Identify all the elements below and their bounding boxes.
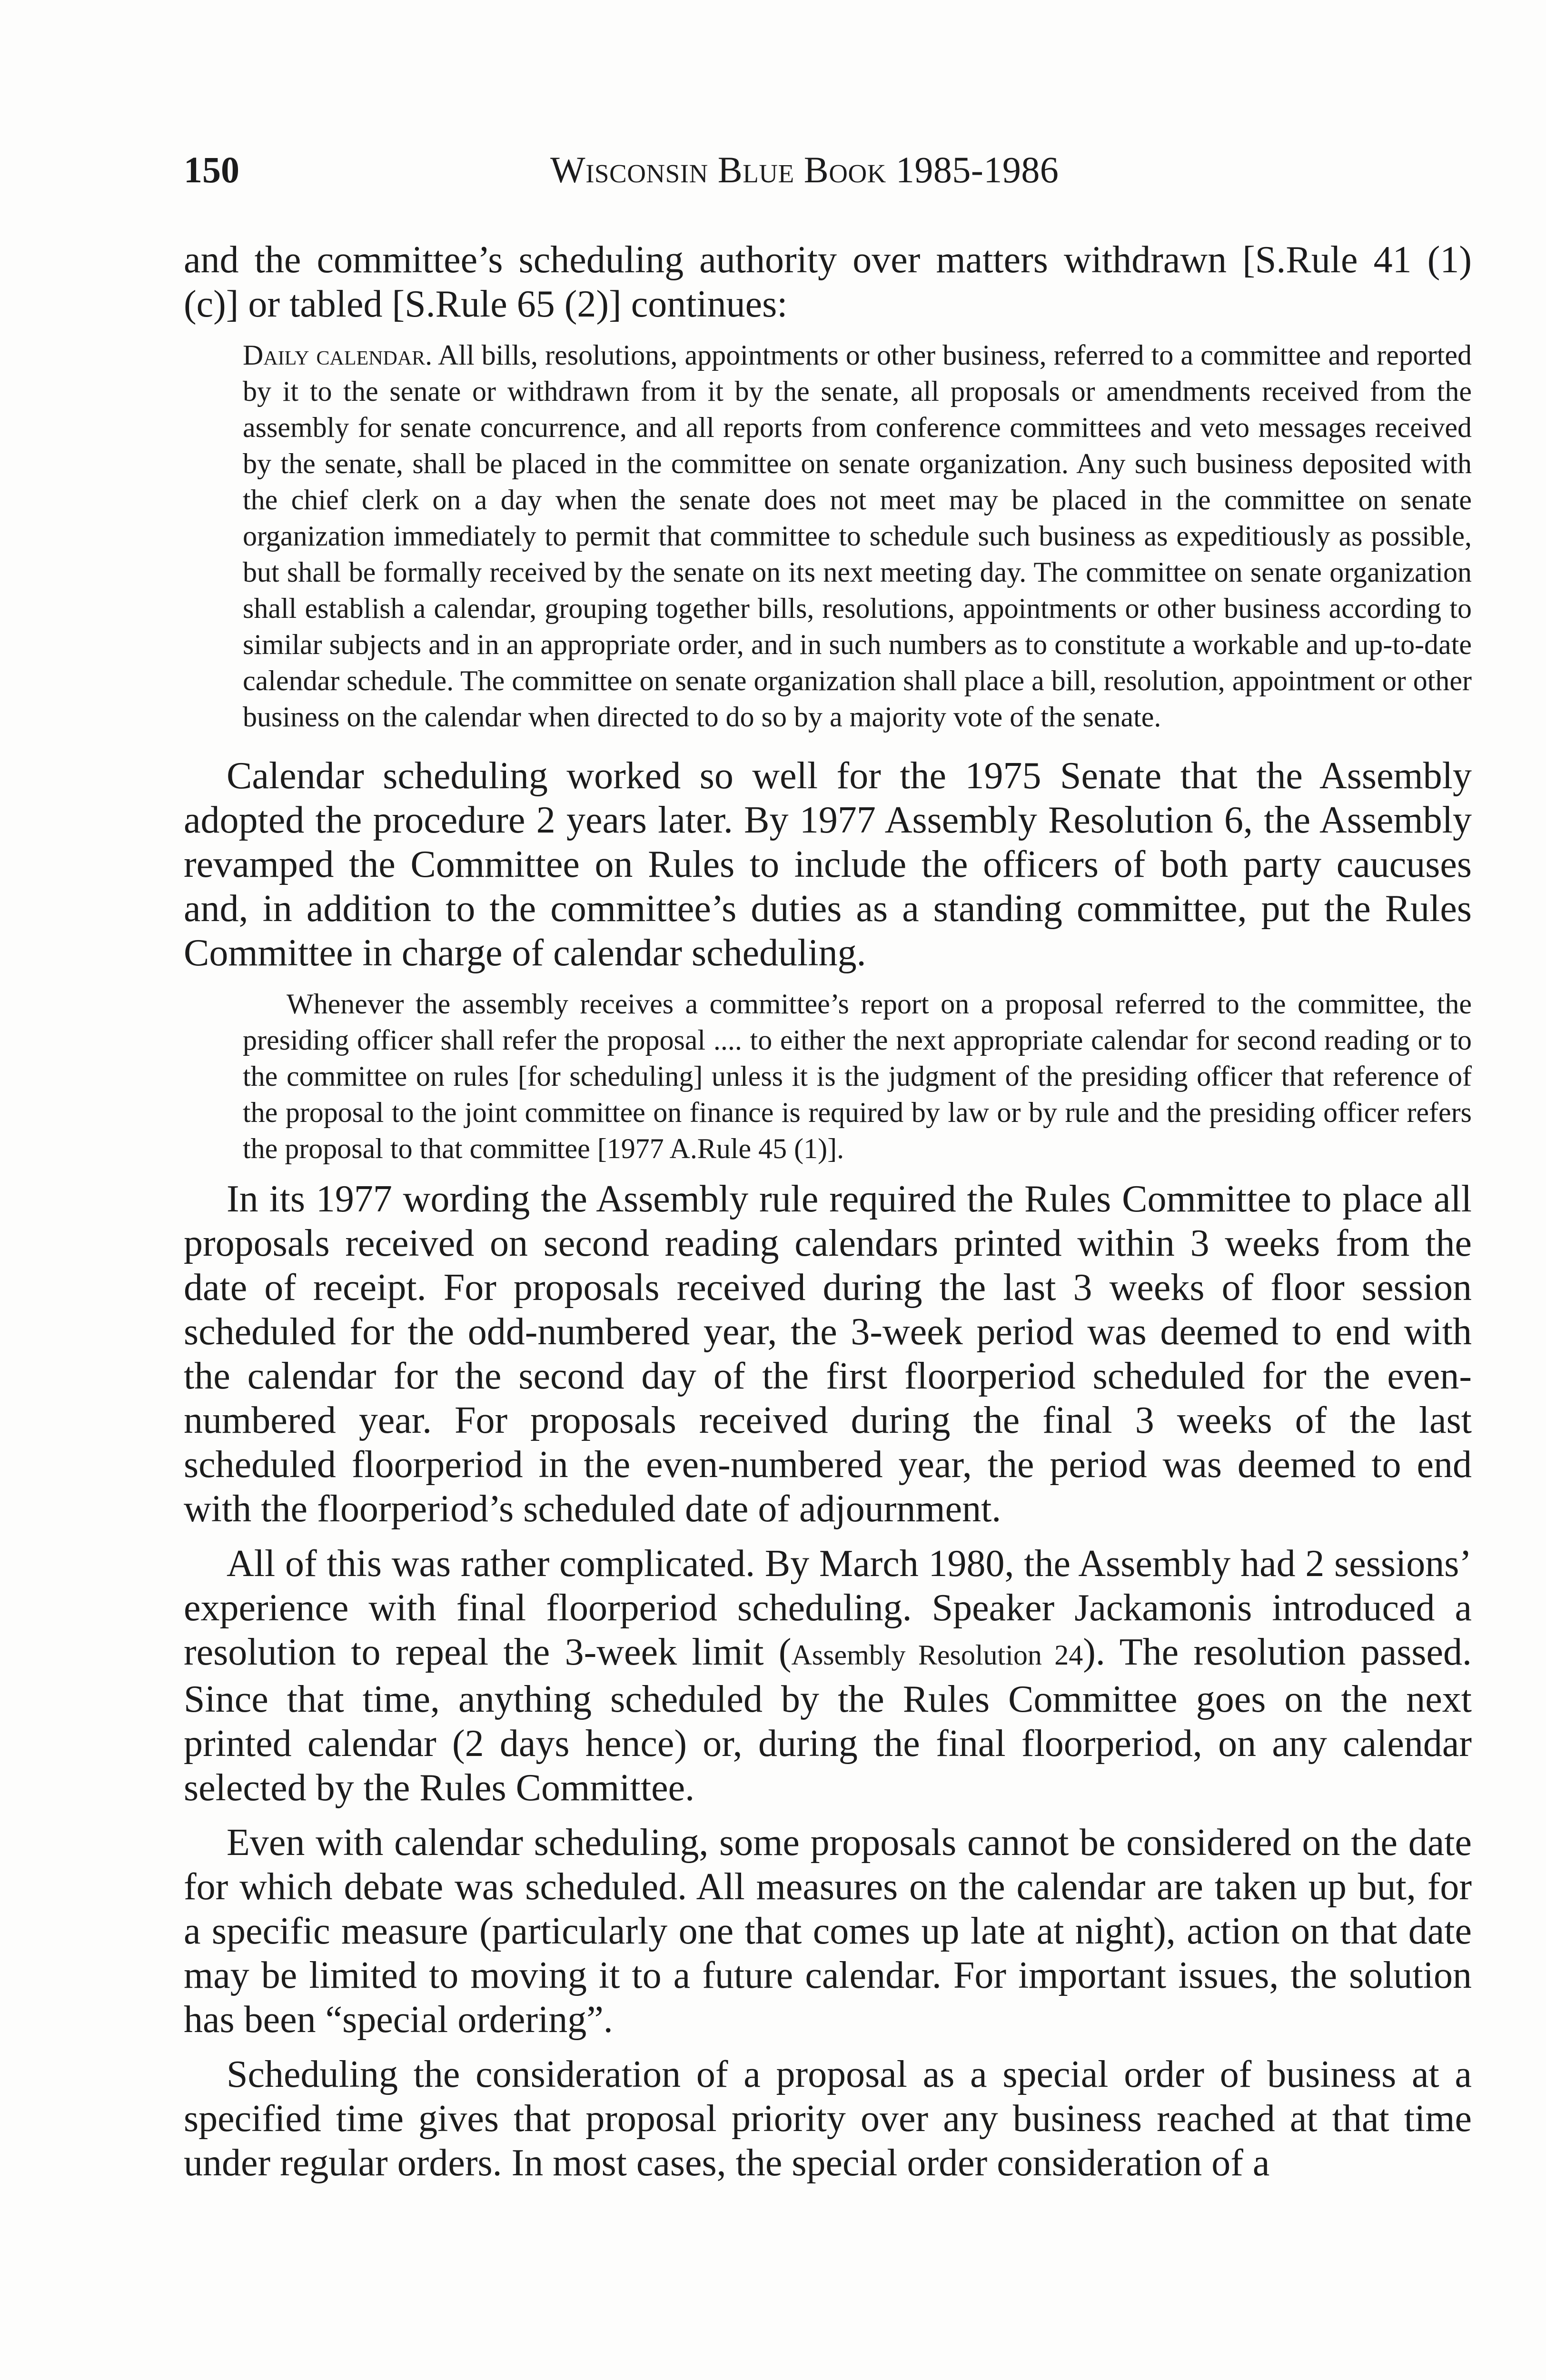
paragraph-march-1980 <box>184 1542 1472 1810</box>
quote-body: All bills, resolutions, appointments or other business, referred to a committee and reported by it to the senate or withdrawn from it by the senate, all proposals or amendments received from the assembly for senate concurrence, and all reports from conference committees and veto messages received by the senate, shall be placed in the committee on senate organization. Any such business deposited with the chief clerk on a day when the senate does not meet may be placed in the committee on senate organization immediately to permit that committee to schedule such business as expeditiously as possible, but shall be formally received by the senate on its next meeting day. The committee on senate organization shall establish a calendar, grouping together bills, resolutions, appointments or other business according to similar subjects and in an appropriate order, and in such numbers as to constitute a workable and up-to-date calendar schedule. The committee on senate organization shall place a bill, resolution, appointment or other business on the calendar when directed to do so by a majority vote of the senate. <box>243 339 1472 733</box>
page-number: 150 <box>184 149 239 190</box>
running-title: Wisconsin Blue Book 1985-1986 <box>550 149 1059 190</box>
paragraph-march-1980-part-2: ). The resolution passed. Since that time, anything scheduled by the Rules Committee goes on the next printed calendar (2 days hence) or, during the final floorperiod, on any calendar selected by the Rules Committee. <box>184 1631 1472 1809</box>
paragraph-1977-wording: In its 1977 wording the Assembly rule required the Rules Committee to place all proposals received on second reading calendars printed within 3 weeks from the date of receipt. For proposals received during the last 3 weeks of floor session scheduled for the odd-numbered year, the 3-week period was deemed to end with the calendar for the second day of the first floorperiod scheduled for the even-numbered year. For proposals received during the final 3 weeks of the last scheduled floorperiod in the even-numbered year, the period was deemed to end with the floorperiod’s scheduled date of adjournment. <box>184 1178 1472 1530</box>
page-header <box>184 151 1488 204</box>
citation-assembly-resolution: Assembly Resolution 24 <box>791 1639 1083 1671</box>
quote-heading: Daily calendar. <box>243 339 433 371</box>
paragraph-calendar-scheduling: Calendar scheduling worked so well for the 1975 Senate that the Assembly adopted the procedure 2 years later. By 1977 Assembly Resolution 6, the Assembly revamped the Committee on Rules to include the officers of both party caucuses and, in addition to the committee’s duties as a standing committee, put the Rules Committee in charge of calendar scheduling. <box>184 755 1472 974</box>
paragraph-intro: and the committee’s scheduling authority over matters withdrawn [S.Rule 41 (1) (c)] or tabled [S.Rule 65 (2)] continues: <box>184 239 1472 325</box>
paragraph-special-order-priority: Scheduling the consideration of a proposal as a special order of business at a specified time gives that proposal priority over any business reached at that time under regular orders. In most cases, the special order consideration of a <box>184 2053 1472 2184</box>
quote-senate-rule <box>243 337 1472 735</box>
paragraph-special-ordering: Even with calendar scheduling, some proposals cannot be considered on the date for which debate was scheduled. All measures on the calendar are taken up but, for a specific measure (particularly one that comes up late at night), action on that date may be limited to moving it to a future calendar. For important issues, the solution has been “special ordering”. <box>184 1822 1472 2041</box>
body-text <box>184 238 1472 2185</box>
quote-assembly-rule: Whenever the assembly receives a committee’s report on a proposal referred to the committee, the presiding officer shall refer the proposal .... to either the next appropriate calendar for second reading or to the committee on rules [for scheduling] unless it is the judgment of the presiding officer that reference of the proposal to the joint committee on finance is required by law or by rule and the presiding officer refers the proposal to that committee [1977 A.Rule 45 (1)]. <box>243 988 1472 1164</box>
paragraph-march-1980-part-1: All of this was rather complicated. By March 1980, the Assembly had 2 sessions’ experience with final floorperiod scheduling. Speaker Jackamonis introduced a resolution to repeal the 3-week limit ( <box>184 1543 1472 1673</box>
